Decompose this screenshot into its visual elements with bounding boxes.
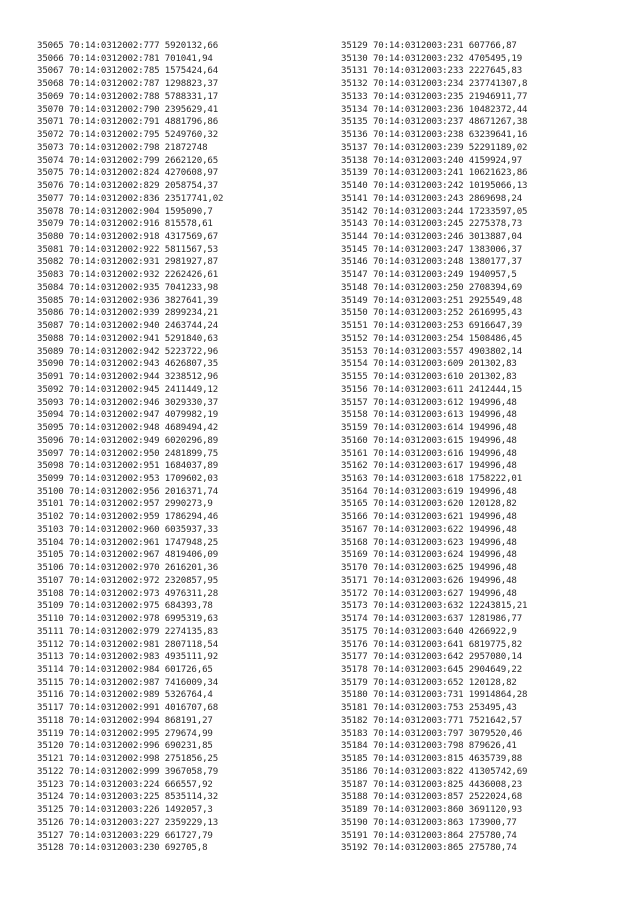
table-row: 35187 70:14:0312003:825 4436008,23 <box>341 779 523 790</box>
table-row: 35153 70:14:0312003:557 4903802,14 <box>341 346 523 357</box>
table-row: 35173 70:14:0312003:632 12243815,21 <box>341 601 528 612</box>
table-row: 35094 70:14:0312002:947 4079982,19 <box>37 410 219 421</box>
table-row: 35156 70:14:0312003:611 2412444,15 <box>341 384 523 395</box>
table-row: 35175 70:14:0312003:640 4266922,9 <box>341 626 517 637</box>
table-row: 35116 70:14:0312002:989 5326764,4 <box>37 690 213 701</box>
table-row: 35132 70:14:0312003:234 237741307,8 <box>341 79 528 90</box>
table-row: 35192 70:14:0312003:865 275780,74 <box>341 843 517 854</box>
table-row: 35104 70:14:0312002:961 1747948,25 <box>37 537 219 548</box>
table-row: 35118 70:14:0312002:994 868191,27 <box>37 715 213 726</box>
table-row: 35183 70:14:0312003:797 3079520,46 <box>341 728 523 739</box>
table-row: 35158 70:14:0312003:613 194996,48 <box>341 410 517 421</box>
table-row: 35161 70:14:0312003:616 194996,48 <box>341 448 517 459</box>
right-column <box>341 40 527 855</box>
table-row: 35068 70:14:0312002:787 1298823,37 <box>37 79 219 90</box>
table-row: 35113 70:14:0312002:983 4935111,92 <box>37 652 219 663</box>
table-row: 35071 70:14:0312002:791 4881796,86 <box>37 117 219 128</box>
table-row: 35139 70:14:0312003:241 10621623,86 <box>341 168 528 179</box>
table-row: 35172 70:14:0312003:627 194996,48 <box>341 588 517 599</box>
table-row: 35070 70:14:0312002:790 2395629,41 <box>37 104 219 115</box>
table-row: 35138 70:14:0312003:240 4159924,97 <box>341 155 523 166</box>
table-row: 35165 70:14:0312003:620 120128,82 <box>341 499 517 510</box>
table-row: 35178 70:14:0312003:645 2904649,22 <box>341 664 523 675</box>
table-row: 35093 70:14:0312002:946 3029330,37 <box>37 397 219 408</box>
table-row: 35133 70:14:0312003:235 21946911,77 <box>341 91 528 102</box>
table-row: 35120 70:14:0312002:996 690231,85 <box>37 741 213 752</box>
table-row: 35163 70:14:0312003:618 1758222,01 <box>341 473 523 484</box>
table-row: 35140 70:14:0312003:242 10195066,13 <box>341 181 528 192</box>
table-row: 35171 70:14:0312003:626 194996,48 <box>341 575 517 586</box>
table-row: 35168 70:14:0312003:623 194996,48 <box>341 537 517 548</box>
table-row: 35081 70:14:0312002:922 5811567,53 <box>37 244 219 255</box>
table-row: 35128 70:14:0312003:230 692705,8 <box>37 843 208 854</box>
table-row: 35111 70:14:0312002:979 2274135,83 <box>37 626 219 637</box>
table-row: 35075 70:14:0312002:824 4270608,97 <box>37 168 219 179</box>
table-row: 35090 70:14:0312002:943 4626807,35 <box>37 359 219 370</box>
table-row: 35074 70:14:0312002:799 2662120,65 <box>37 155 219 166</box>
table-row: 35189 70:14:0312003:860 3691120,93 <box>341 805 523 816</box>
table-row: 35145 70:14:0312003:247 1383006,37 <box>341 244 523 255</box>
table-row: 35108 70:14:0312002:973 4976311,28 <box>37 588 219 599</box>
table-row: 35107 70:14:0312002:972 2320857,95 <box>37 575 219 586</box>
table-row: 35101 70:14:0312002:957 2990273,9 <box>37 499 213 510</box>
table-row: 35086 70:14:0312002:939 2899234,21 <box>37 308 219 319</box>
table-row: 35154 70:14:0312003:609 201302,83 <box>341 359 517 370</box>
table-row: 35152 70:14:0312003:254 1508486,45 <box>341 333 523 344</box>
table-row: 35121 70:14:0312002:998 2751856,25 <box>37 754 219 765</box>
table-row: 35188 70:14:0312003:857 2522024,68 <box>341 792 523 803</box>
table-row: 35084 70:14:0312002:935 7041233,98 <box>37 282 219 293</box>
table-row: 35144 70:14:0312003:246 3013887,04 <box>341 232 523 243</box>
table-row: 35095 70:14:0312002:948 4689494,42 <box>37 423 219 434</box>
table-row: 35157 70:14:0312003:612 194996,48 <box>341 397 517 408</box>
table-row: 35119 70:14:0312002:995 279674,99 <box>37 728 213 739</box>
table-row: 35129 70:14:0312003:231 607766,87 <box>341 41 517 51</box>
table-row: 35109 70:14:0312002:975 684393,78 <box>37 601 213 612</box>
table-row: 35143 70:14:0312003:245 2275378,73 <box>341 219 523 230</box>
table-row: 35076 70:14:0312002:829 2058754,37 <box>37 181 219 192</box>
table-row: 35134 70:14:0312003:236 10482372,44 <box>341 104 528 115</box>
table-row: 35072 70:14:0312002:795 5249760,32 <box>37 130 219 141</box>
table-row: 35066 70:14:0312002:781 701041,94 <box>37 53 213 64</box>
table-row: 35083 70:14:0312002:932 2262426,61 <box>37 270 219 281</box>
table-row: 35102 70:14:0312002:959 1786294,46 <box>37 512 219 523</box>
table-row: 35166 70:14:0312003:621 194996,48 <box>341 512 517 523</box>
table-row: 35182 70:14:0312003:771 7521642,57 <box>341 715 523 726</box>
table-row: 35092 70:14:0312002:945 2411449,12 <box>37 384 219 395</box>
table-row: 35160 70:14:0312003:615 194996,48 <box>341 435 517 446</box>
table-row: 35091 70:14:0312002:944 3238512,96 <box>37 372 219 383</box>
table-row: 35141 70:14:0312003:243 2869698,24 <box>341 193 523 204</box>
table-row: 35079 70:14:0312002:916 815578,61 <box>37 219 213 230</box>
table-row: 35123 70:14:0312003:224 666557,92 <box>37 779 213 790</box>
table-row: 35089 70:14:0312002:942 5223722,96 <box>37 346 219 357</box>
table-row: 35067 70:14:0312002:785 1575424,64 <box>37 66 219 77</box>
table-row: 35136 70:14:0312003:238 63239641,16 <box>341 130 528 141</box>
table-row: 35088 70:14:0312002:941 5291840,63 <box>37 333 219 344</box>
table-row: 35103 70:14:0312002:960 6035937,33 <box>37 524 219 535</box>
table-row: 35096 70:14:0312002:949 6020296,89 <box>37 435 219 446</box>
table-row: 35065 70:14:0312002:777 5920132,66 <box>37 41 219 51</box>
table-row: 35169 70:14:0312003:624 194996,48 <box>341 550 517 561</box>
table-row: 35150 70:14:0312003:252 2616995,43 <box>341 308 523 319</box>
table-row: 35184 70:14:0312003:798 879626,41 <box>341 741 517 752</box>
table-row: 35082 70:14:0312002:931 2981927,87 <box>37 257 219 268</box>
table-row: 35077 70:14:0312002:836 23517741,02 <box>37 193 224 204</box>
table-row: 35130 70:14:0312003:232 4705495,19 <box>341 53 523 64</box>
table-row: 35069 70:14:0312002:788 5788331,17 <box>37 91 219 102</box>
table-row: 35190 70:14:0312003:863 173900,77 <box>341 817 517 828</box>
table-row: 35117 70:14:0312002:991 4016707,68 <box>37 703 219 714</box>
table-row: 35146 70:14:0312003:248 1380177,37 <box>341 257 523 268</box>
table-row: 35149 70:14:0312003:251 2925549,48 <box>341 295 523 306</box>
table-row: 35147 70:14:0312003:249 1940957,5 <box>341 270 517 281</box>
table-row: 35186 70:14:0312003:822 41305742,69 <box>341 766 528 777</box>
left-column <box>37 40 223 855</box>
table-row: 35099 70:14:0312002:953 1709602,03 <box>37 473 219 484</box>
table-row: 35170 70:14:0312003:625 194996,48 <box>341 563 517 574</box>
table-row: 35085 70:14:0312002:936 3827641,39 <box>37 295 219 306</box>
table-row: 35179 70:14:0312003:652 120128,82 <box>341 677 517 688</box>
table-row: 35126 70:14:0312003:227 2359229,13 <box>37 817 219 828</box>
table-row: 35078 70:14:0312002:904 1595090,7 <box>37 206 213 217</box>
table-row: 35155 70:14:0312003:610 201302,83 <box>341 372 517 383</box>
table-row: 35191 70:14:0312003:864 275780,74 <box>341 830 517 841</box>
table-row: 35185 70:14:0312003:815 4635739,88 <box>341 754 523 765</box>
table-row: 35159 70:14:0312003:614 194996,48 <box>341 423 517 434</box>
table-row: 35135 70:14:0312003:237 48671267,38 <box>341 117 528 128</box>
table-row: 35125 70:14:0312003:226 1492057,3 <box>37 805 213 816</box>
table-row: 35164 70:14:0312003:619 194996,48 <box>341 486 517 497</box>
table-row: 35087 70:14:0312002:940 2463744,24 <box>37 321 219 332</box>
table-row: 35162 70:14:0312003:617 194996,48 <box>341 461 517 472</box>
table-row: 35080 70:14:0312002:918 4317569,67 <box>37 232 219 243</box>
table-row: 35106 70:14:0312002:970 2616201,36 <box>37 563 219 574</box>
table-row: 35181 70:14:0312003:753 253495,43 <box>341 703 517 714</box>
table-row: 35097 70:14:0312002:950 2481899,75 <box>37 448 219 459</box>
table-row: 35151 70:14:0312003:253 6916647,39 <box>341 321 523 332</box>
table-row: 35105 70:14:0312002:967 4819406,09 <box>37 550 219 561</box>
table-row: 35177 70:14:0312003:642 2957080,14 <box>341 652 523 663</box>
table-row: 35124 70:14:0312003:225 8535114,32 <box>37 792 219 803</box>
table-row: 35112 70:14:0312002:981 2807118,54 <box>37 639 219 650</box>
table-row: 35100 70:14:0312002:956 2016371,74 <box>37 486 219 497</box>
table-row: 35122 70:14:0312002:999 3967058,79 <box>37 766 219 777</box>
table-row: 35115 70:14:0312002:987 7416009,34 <box>37 677 219 688</box>
table-row: 35110 70:14:0312002:978 6995319,63 <box>37 614 219 625</box>
table-row: 35176 70:14:0312003:641 6819775,82 <box>341 639 523 650</box>
table-row: 35131 70:14:0312003:233 2227645,83 <box>341 66 523 77</box>
table-row: 35114 70:14:0312002:984 601726,65 <box>37 664 213 675</box>
table-row: 35142 70:14:0312003:244 17233597,05 <box>341 206 528 217</box>
table-row: 35127 70:14:0312003:229 661727,79 <box>37 830 213 841</box>
table-row: 35174 70:14:0312003:637 1281986,77 <box>341 614 523 625</box>
table-row: 35167 70:14:0312003:622 194996,48 <box>341 524 517 535</box>
table-row: 35148 70:14:0312003:250 2708394,69 <box>341 282 523 293</box>
table-row: 35180 70:14:0312003:731 19914864,28 <box>341 690 528 701</box>
table-row: 35073 70:14:0312002:798 21872748 <box>37 142 208 153</box>
table-row: 35098 70:14:0312002:951 1684037,89 <box>37 461 219 472</box>
table-row: 35137 70:14:0312003:239 52291189,02 <box>341 142 528 153</box>
